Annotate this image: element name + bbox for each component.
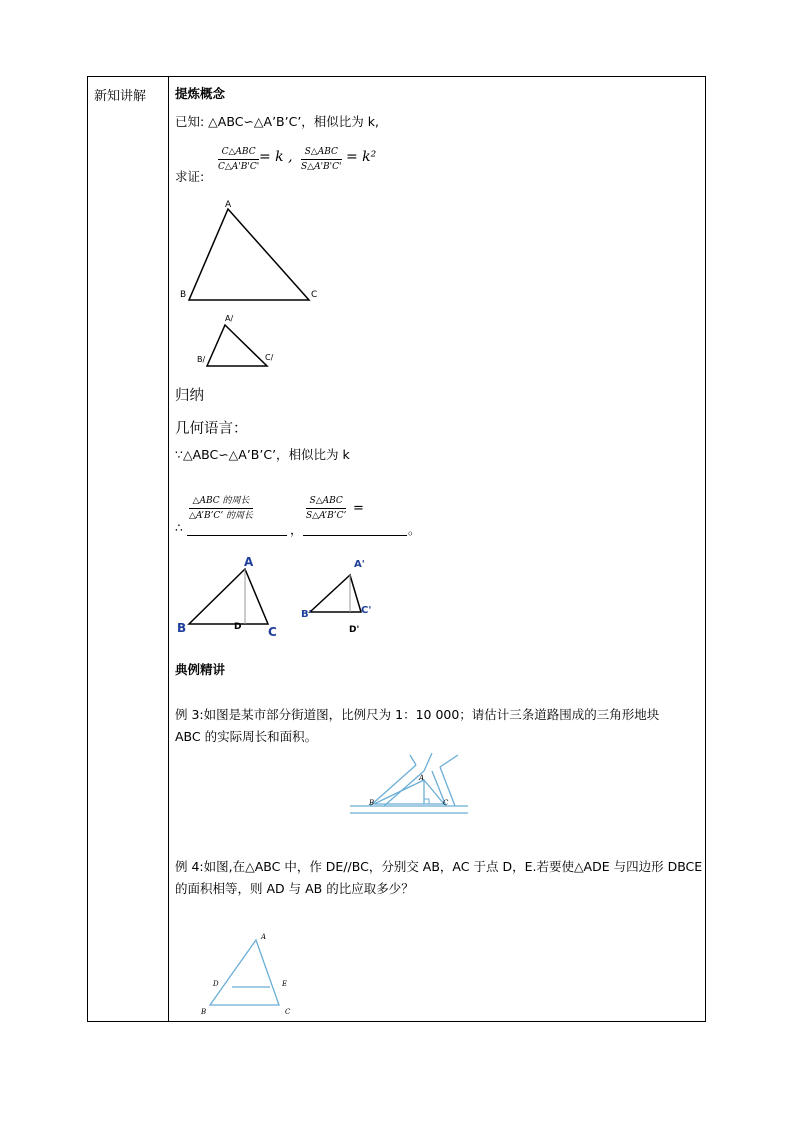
content-cell (175, 77, 705, 1021)
vertex-label: B (201, 1008, 207, 1016)
vertex-label: A/ (225, 314, 234, 323)
vertex-label: A (225, 200, 232, 210)
street-map-diagram (350, 753, 480, 838)
triangle-ade-diagram (195, 937, 295, 1012)
vertex-label: C (311, 290, 318, 300)
fraction-denominator: S△A'B'C' (301, 162, 342, 172)
vertex-label: A' (354, 559, 365, 570)
vertex-label: E (282, 980, 288, 988)
vertex-label: C (268, 625, 277, 639)
vertex-label: B (369, 799, 375, 807)
vertex-label: C (443, 799, 449, 807)
vertex-label: B (177, 621, 187, 635)
triangle-a1b1c1 (207, 325, 267, 366)
column-divider (168, 77, 169, 1021)
fraction-denominator: C△A'B'C' (218, 162, 260, 172)
fraction-denominator: S△A’B’C’ (306, 511, 347, 521)
foot-label: D' (349, 625, 360, 635)
example-4-line-2: 的面积相等，则 AD 与 AB 的比应取多少？ (175, 881, 414, 896)
prove-label: 求证: (175, 169, 205, 184)
triangle-abc (210, 940, 279, 1005)
example-3-line-2: ABC 的实际周长和面积。 (175, 729, 318, 744)
fraction-numerator: S△ABC (304, 147, 338, 157)
fraction-numerator: S△ABC (309, 496, 343, 506)
triangle-abc (189, 209, 309, 300)
fraction-denominator: △A’B’C’ 的周长 (189, 511, 254, 521)
vertex-label: B' (301, 609, 312, 620)
fraction-numerator: C△ABC (221, 147, 256, 157)
vertex-label: C/ (265, 353, 274, 362)
given-statement: 已知: △ABC∽△A’B’C’，相似比为 k, (175, 114, 379, 129)
since-statement: ∵△ABC∽△A’B’C’，相似比为 k (175, 447, 350, 462)
foot-label: D (234, 622, 242, 632)
vertex-label: A (244, 555, 254, 569)
separator-comma: ， (290, 522, 303, 537)
fraction-numerator: △ABC 的周长 (192, 496, 250, 506)
vertex-label: D (213, 980, 219, 988)
answer-blank-2[interactable] (303, 535, 407, 536)
vertex-label: A (419, 774, 425, 782)
equals-sign: = (353, 501, 364, 516)
vertex-label: C' (361, 605, 372, 616)
section-title-concept: 提炼概念 (175, 86, 226, 101)
vertex-label: A (261, 933, 267, 941)
section-title-examples: 典例精讲 (175, 662, 226, 677)
fraction-perimeter (218, 146, 259, 173)
therefore-symbol: ∴ (175, 520, 183, 535)
sentence-end: 。 (408, 522, 421, 537)
equals-k: = k , (259, 149, 293, 165)
lesson-table (87, 76, 706, 1022)
example-4-line-1: 例 4:如图,在△ABC 中，作 DE//BC，分别交 AB，AC 于点 D，E.若要使△ADE 与四边形 DBCE (175, 859, 703, 874)
vertex-label: B/ (197, 355, 206, 364)
vertex-label: B (180, 290, 187, 300)
summary-title: 归纳 (175, 388, 204, 404)
row-label: 新知讲解 (94, 89, 147, 104)
fraction-perimeter-ratio (189, 495, 253, 522)
fraction-area (301, 146, 342, 173)
answer-blank-1[interactable] (187, 535, 287, 536)
triangle-a1b1c1-diagram (175, 317, 285, 377)
equals-k-squared: = k² (346, 149, 377, 165)
triangle-a1b1c1 (310, 575, 361, 612)
geometry-language-label: 几何语言： (175, 421, 248, 437)
triangle-abc (189, 569, 268, 624)
vertex-label: C (285, 1008, 291, 1016)
example-3-line-1: 例 3:如图是某市部分街道图，比例尺为 1：10 000；请估计三条道路围成的三角形地块 (175, 707, 660, 722)
fraction-area-ratio (306, 495, 346, 522)
